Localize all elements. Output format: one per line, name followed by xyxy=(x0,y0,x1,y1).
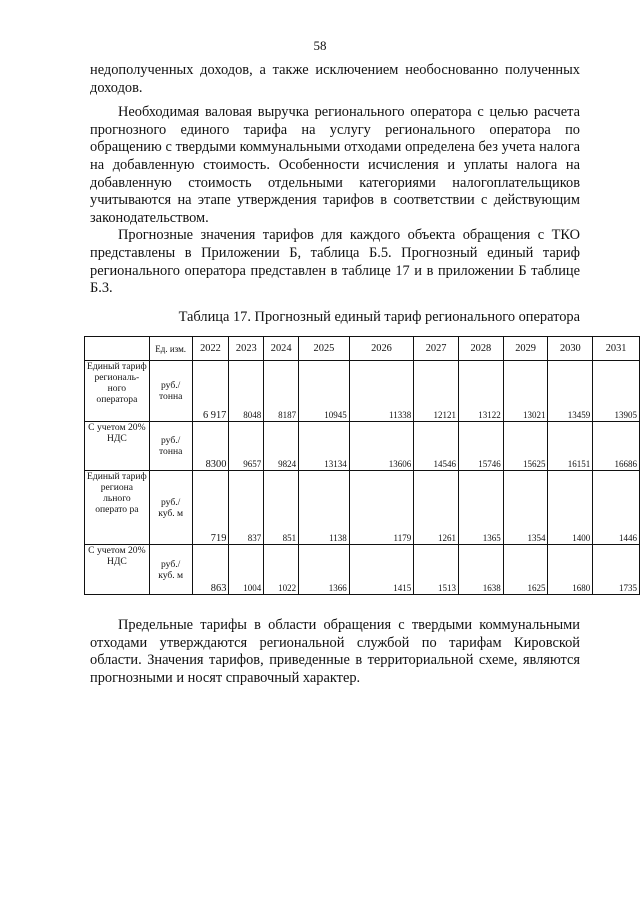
table-cell: 13134 xyxy=(299,422,350,471)
page-number: 58 xyxy=(313,38,327,53)
table-cell: 16686 xyxy=(593,422,640,471)
table-cell: 15625 xyxy=(503,422,548,471)
table-cell: 14546 xyxy=(414,422,459,471)
table-caption: Таблица 17. Прогнозный единый тариф регионального оператора xyxy=(178,309,580,325)
table-cell: 6 917 xyxy=(192,361,229,422)
header-year: 2031 xyxy=(593,337,640,361)
paragraph-forecast: Прогнозные значения тарифов для каждого объекта обращения с ТКО представлены в Приложении Б, таблица Б.5. Прогнозный единый тариф регионального оператора представлен в таблице 17 и в приложении Б таблице Б.3. xyxy=(90,227,580,297)
table-cell: 1366 xyxy=(299,545,350,595)
header-year: 2023 xyxy=(229,337,264,361)
header-year: 2022 xyxy=(192,337,229,361)
row-label: Единый тариф региона льного операто ра xyxy=(85,471,150,545)
table-cell: 1735 xyxy=(593,545,640,595)
table-cell: 13122 xyxy=(458,361,503,422)
table-cell: 1138 xyxy=(299,471,350,545)
table-row xyxy=(85,545,640,595)
table-cell: 851 xyxy=(264,471,299,545)
paragraph-tariffs-note: Предельные тарифы в области обращения с твердыми коммунальными отходами утверждаются региональной службой по тарифам Кировской области. Значения тарифов, приведенные в территориальной схеме, являются прогнозными и носят справочный характер. xyxy=(90,617,580,686)
paragraph-continuation: недополученных доходов, а также исключением необоснованно полученных доходов. xyxy=(90,62,580,96)
header-year: 2027 xyxy=(414,337,459,361)
header-year: 2030 xyxy=(548,337,593,361)
row-label: С учетом 20% НДС xyxy=(85,545,150,595)
header-empty-cell xyxy=(85,337,150,361)
table-row xyxy=(85,471,640,545)
table-cell: 719 xyxy=(192,471,229,545)
table-cell: 13021 xyxy=(503,361,548,422)
row-unit: руб./ куб. м xyxy=(149,471,192,545)
table-cell: 1513 xyxy=(414,545,459,595)
row-label: С учетом 20% НДС xyxy=(85,422,150,471)
row-label: Единый тариф региональ-ного оператора xyxy=(85,361,150,422)
table-cell: 1680 xyxy=(548,545,593,595)
body-text xyxy=(90,62,580,298)
table-cell: 10945 xyxy=(299,361,350,422)
table-cell: 12121 xyxy=(414,361,459,422)
table-cell: 1638 xyxy=(458,545,503,595)
table-row xyxy=(85,422,640,471)
paragraph-revenue: Необходимая валовая выручка регионального оператора с целью расчета прогнозного единого тарифа на услугу регионального оператора по обращению с твердыми коммунальными отходами определена без учета налога на добавленную стоимость. Особенности исчисления и уплаты налога на добавленную стоимость отдельными категориями налогоплательщиков учитываются на этапе утверждения тарифов в соответствии с действующим законодательством. xyxy=(90,104,580,226)
table-cell: 1365 xyxy=(458,471,503,545)
closing-text xyxy=(90,617,580,687)
table-cell: 11338 xyxy=(349,361,413,422)
header-year: 2024 xyxy=(264,337,299,361)
table-cell: 13606 xyxy=(349,422,413,471)
row-unit: руб./ тонна xyxy=(149,422,192,471)
header-year: 2026 xyxy=(349,337,413,361)
table-cell: 13459 xyxy=(548,361,593,422)
tariff-table xyxy=(84,336,640,595)
table-cell: 1261 xyxy=(414,471,459,545)
table-cell: 9824 xyxy=(264,422,299,471)
header-year: 2025 xyxy=(299,337,350,361)
table-cell: 1625 xyxy=(503,545,548,595)
table-row xyxy=(85,361,640,422)
table-cell: 863 xyxy=(192,545,229,595)
table-cell: 1179 xyxy=(349,471,413,545)
table-cell: 837 xyxy=(229,471,264,545)
table-cell: 1446 xyxy=(593,471,640,545)
table-cell: 1004 xyxy=(229,545,264,595)
table-cell: 8187 xyxy=(264,361,299,422)
table-cell: 1354 xyxy=(503,471,548,545)
header-year: 2028 xyxy=(458,337,503,361)
header-year: 2029 xyxy=(503,337,548,361)
table-cell: 15746 xyxy=(458,422,503,471)
table-cell: 8048 xyxy=(229,361,264,422)
table-cell: 13905 xyxy=(593,361,640,422)
table-cell: 1400 xyxy=(548,471,593,545)
table-header-row xyxy=(85,337,640,361)
table-cell: 9657 xyxy=(229,422,264,471)
table-cell: 1022 xyxy=(264,545,299,595)
row-unit: руб./ куб. м xyxy=(149,545,192,595)
table-cell: 16151 xyxy=(548,422,593,471)
table-cell: 1415 xyxy=(349,545,413,595)
table-cell: 8300 xyxy=(192,422,229,471)
row-unit: руб./ тонна xyxy=(149,361,192,422)
header-unit: Ед. изм. xyxy=(149,337,192,361)
